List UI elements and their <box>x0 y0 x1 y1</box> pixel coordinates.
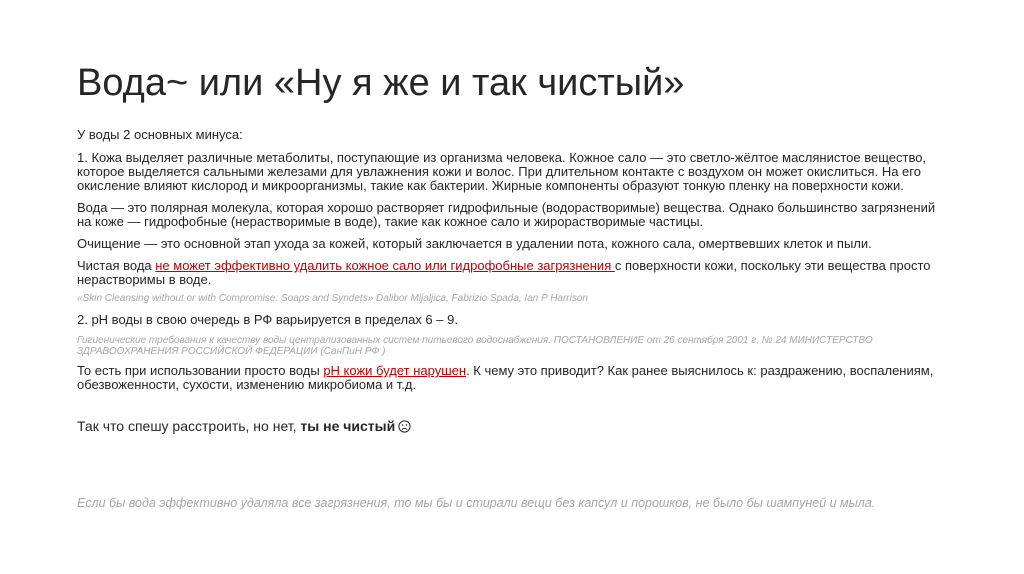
pure-water-text-after: с поверхности кожи, поскольку эти вещества просто нерастворимы в воде. <box>77 258 931 287</box>
point-2-paragraph: 2. pH воды в свою очередь в РФ варьируется в пределах 6 – 9. <box>77 312 458 327</box>
conclusion-text: Так что спешу расстроить, но нет, <box>77 418 301 434</box>
pure-water-link[interactable]: не может эффективно удалить кожное сало или гидрофобные загрязнения <box>155 258 615 273</box>
pure-water-paragraph <box>77 259 947 287</box>
cleansing-paragraph: Очищение — это основной этап ухода за кожей, который заключается в удалении пота, кожного сала, омертвевших клеток и пыли. <box>77 236 872 251</box>
point-1-paragraph: 1. Кожа выделяет различные метаболиты, поступающие из организма человека. Кожное сало — это светло-жёлтое маслянистое вещество, которое выделяется сальными железами для увлажнения кожи и волос. При длительном контакте с воздухом он может окислиться. На его окисление влияют кислород и микроорганизмы, такие как бактерии. Жирные компоненты образуют тонкую пленку на поверхности кожи. <box>77 150 927 193</box>
intro-text: У воды 2 основных минуса: <box>77 127 243 142</box>
ph-link[interactable]: pH кожи будет нарушен <box>323 363 467 378</box>
pure-water-text-before: Чистая вода <box>77 258 156 273</box>
slide-title: Вода~ или «Ну я же и так чистый» <box>77 62 685 104</box>
conclusion-line <box>77 418 947 436</box>
citation-2: Гигиенические требования к качеству воды централизованных систем питьевого водоснабжения. ПОСТАНОВЛЕНИЕ от 26 сентября 2001 г. № 24 МИНИСТЕРСТВО ЗДРАВООХРАНЕНИЯ РОССИЙСКОЙ ФЕДЕРАЦИИ (СанПиН РФ ) <box>77 335 873 357</box>
consequence-text-before: То есть при использовании просто воды <box>77 363 324 378</box>
frown-face-icon <box>398 420 411 436</box>
consequence-paragraph <box>77 364 947 392</box>
slide-body <box>77 128 947 436</box>
water-polarity-paragraph: Вода — это полярная молекула, которая хорошо растворяет гидрофильные (водорастворимые) вещества. Однако большинство загрязнений на коже — гидрофобные (нерастворимые в воде), такие как кожное сало и жирорастворимые частицы. <box>77 200 936 229</box>
citation-1: «Skin Cleansing without or with Compromise: Soaps and Syndets» Dalibor Mijaljica, Fabrizio Spada, Ian P Harrison <box>77 293 588 304</box>
consequence-text-after: . К чему это приводит? Как ранее выяснилось к: раздражению, воспалениям, обезвоженности, сухости, изменению микробиома и т.д. <box>77 363 934 392</box>
footer-note: Если бы вода эффективно удаляла все загрязнения, то мы бы и стирали вещи без капсул и порошков, не было бы шампуней и мыла. <box>77 496 876 510</box>
conclusion-bold-text: ты не чистый <box>300 418 396 434</box>
